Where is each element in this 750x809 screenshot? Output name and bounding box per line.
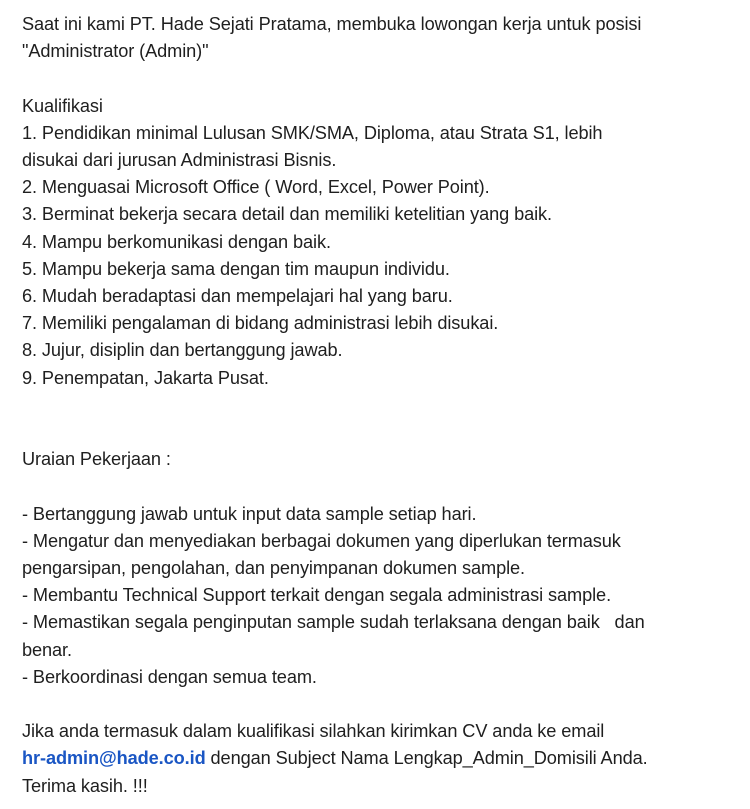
duty-item: - Berkoordinasi dengan semua team. <box>22 666 317 687</box>
qualification-item: 3. Berminat bekerja secara detail dan memiliki ketelitian yang baik. <box>22 204 552 225</box>
job-posting <box>22 11 737 800</box>
spacer <box>22 65 737 92</box>
qualification-item: 2. Menguasai Microsoft Office ( Word, Excel, Power Point). <box>22 177 490 198</box>
closing-subject-text: dengan Subject Nama Lengkap_Admin_Domisili Anda. <box>205 748 648 769</box>
qualification-item: 7. Memiliki pengalaman di bidang administrasi lebih disukai. <box>22 313 499 334</box>
qualification-item: 4. Mampu berkomunikasi dengan baik. <box>22 231 331 252</box>
qualification-item: disukai dari jurusan Administrasi Bisnis. <box>22 150 337 170</box>
qualification-item: 1. Pendidikan minimal Lulusan SMK/SMA, Diploma, atau Strata S1, lebih <box>22 122 603 143</box>
qualification-item: 6. Mudah beradaptasi dan mempelajari hal yang baru. <box>22 286 453 307</box>
duty-item: - Mengatur dan menyediakan berbagai dokumen yang diperlukan termasuk <box>22 530 621 551</box>
duty-item: - Memastikan segala penginputan sample sudah terlaksana dengan baik dan <box>22 612 645 633</box>
duty-item: - Bertanggung jawab untuk input data sample setiap hari. <box>22 503 477 524</box>
duty-item: - Membantu Technical Support terkait dengan segala administrasi sample. <box>22 585 612 606</box>
spacer <box>22 419 737 446</box>
duty-item: pengarsipan, pengolahan, dan penyimpanan dokumen sample. <box>22 558 526 578</box>
closing-thanks: Terima kasih. !!! <box>22 775 148 796</box>
closing-line-1: Jika anda termasuk dalam kualifikasi silahkan kirimkan CV anda ke email <box>22 721 605 742</box>
qualification-item: 8. Jujur, disiplin dan bertanggung jawab. <box>22 340 343 361</box>
closing-line-2 <box>22 745 737 772</box>
qualification-item: 5. Mampu bekerja sama dengan tim maupun individu. <box>22 258 450 279</box>
spacer <box>22 691 737 718</box>
duties-heading: Uraian Pekerjaan : <box>22 449 171 470</box>
intro-line-1: Saat ini kami PT. Hade Sejati Pratama, membuka lowongan kerja untuk posisi <box>22 14 642 34</box>
qualifications-heading: Kualifikasi <box>22 95 103 116</box>
intro-position-title: "Administrator (Admin)" <box>22 41 209 62</box>
duty-item: benar. <box>22 639 72 660</box>
email-link[interactable]: hr-admin@hade.co.id <box>22 748 206 769</box>
spacer <box>22 392 737 419</box>
spacer <box>22 473 737 500</box>
qualification-item: 9. Penempatan, Jakarta Pusat. <box>22 367 269 388</box>
